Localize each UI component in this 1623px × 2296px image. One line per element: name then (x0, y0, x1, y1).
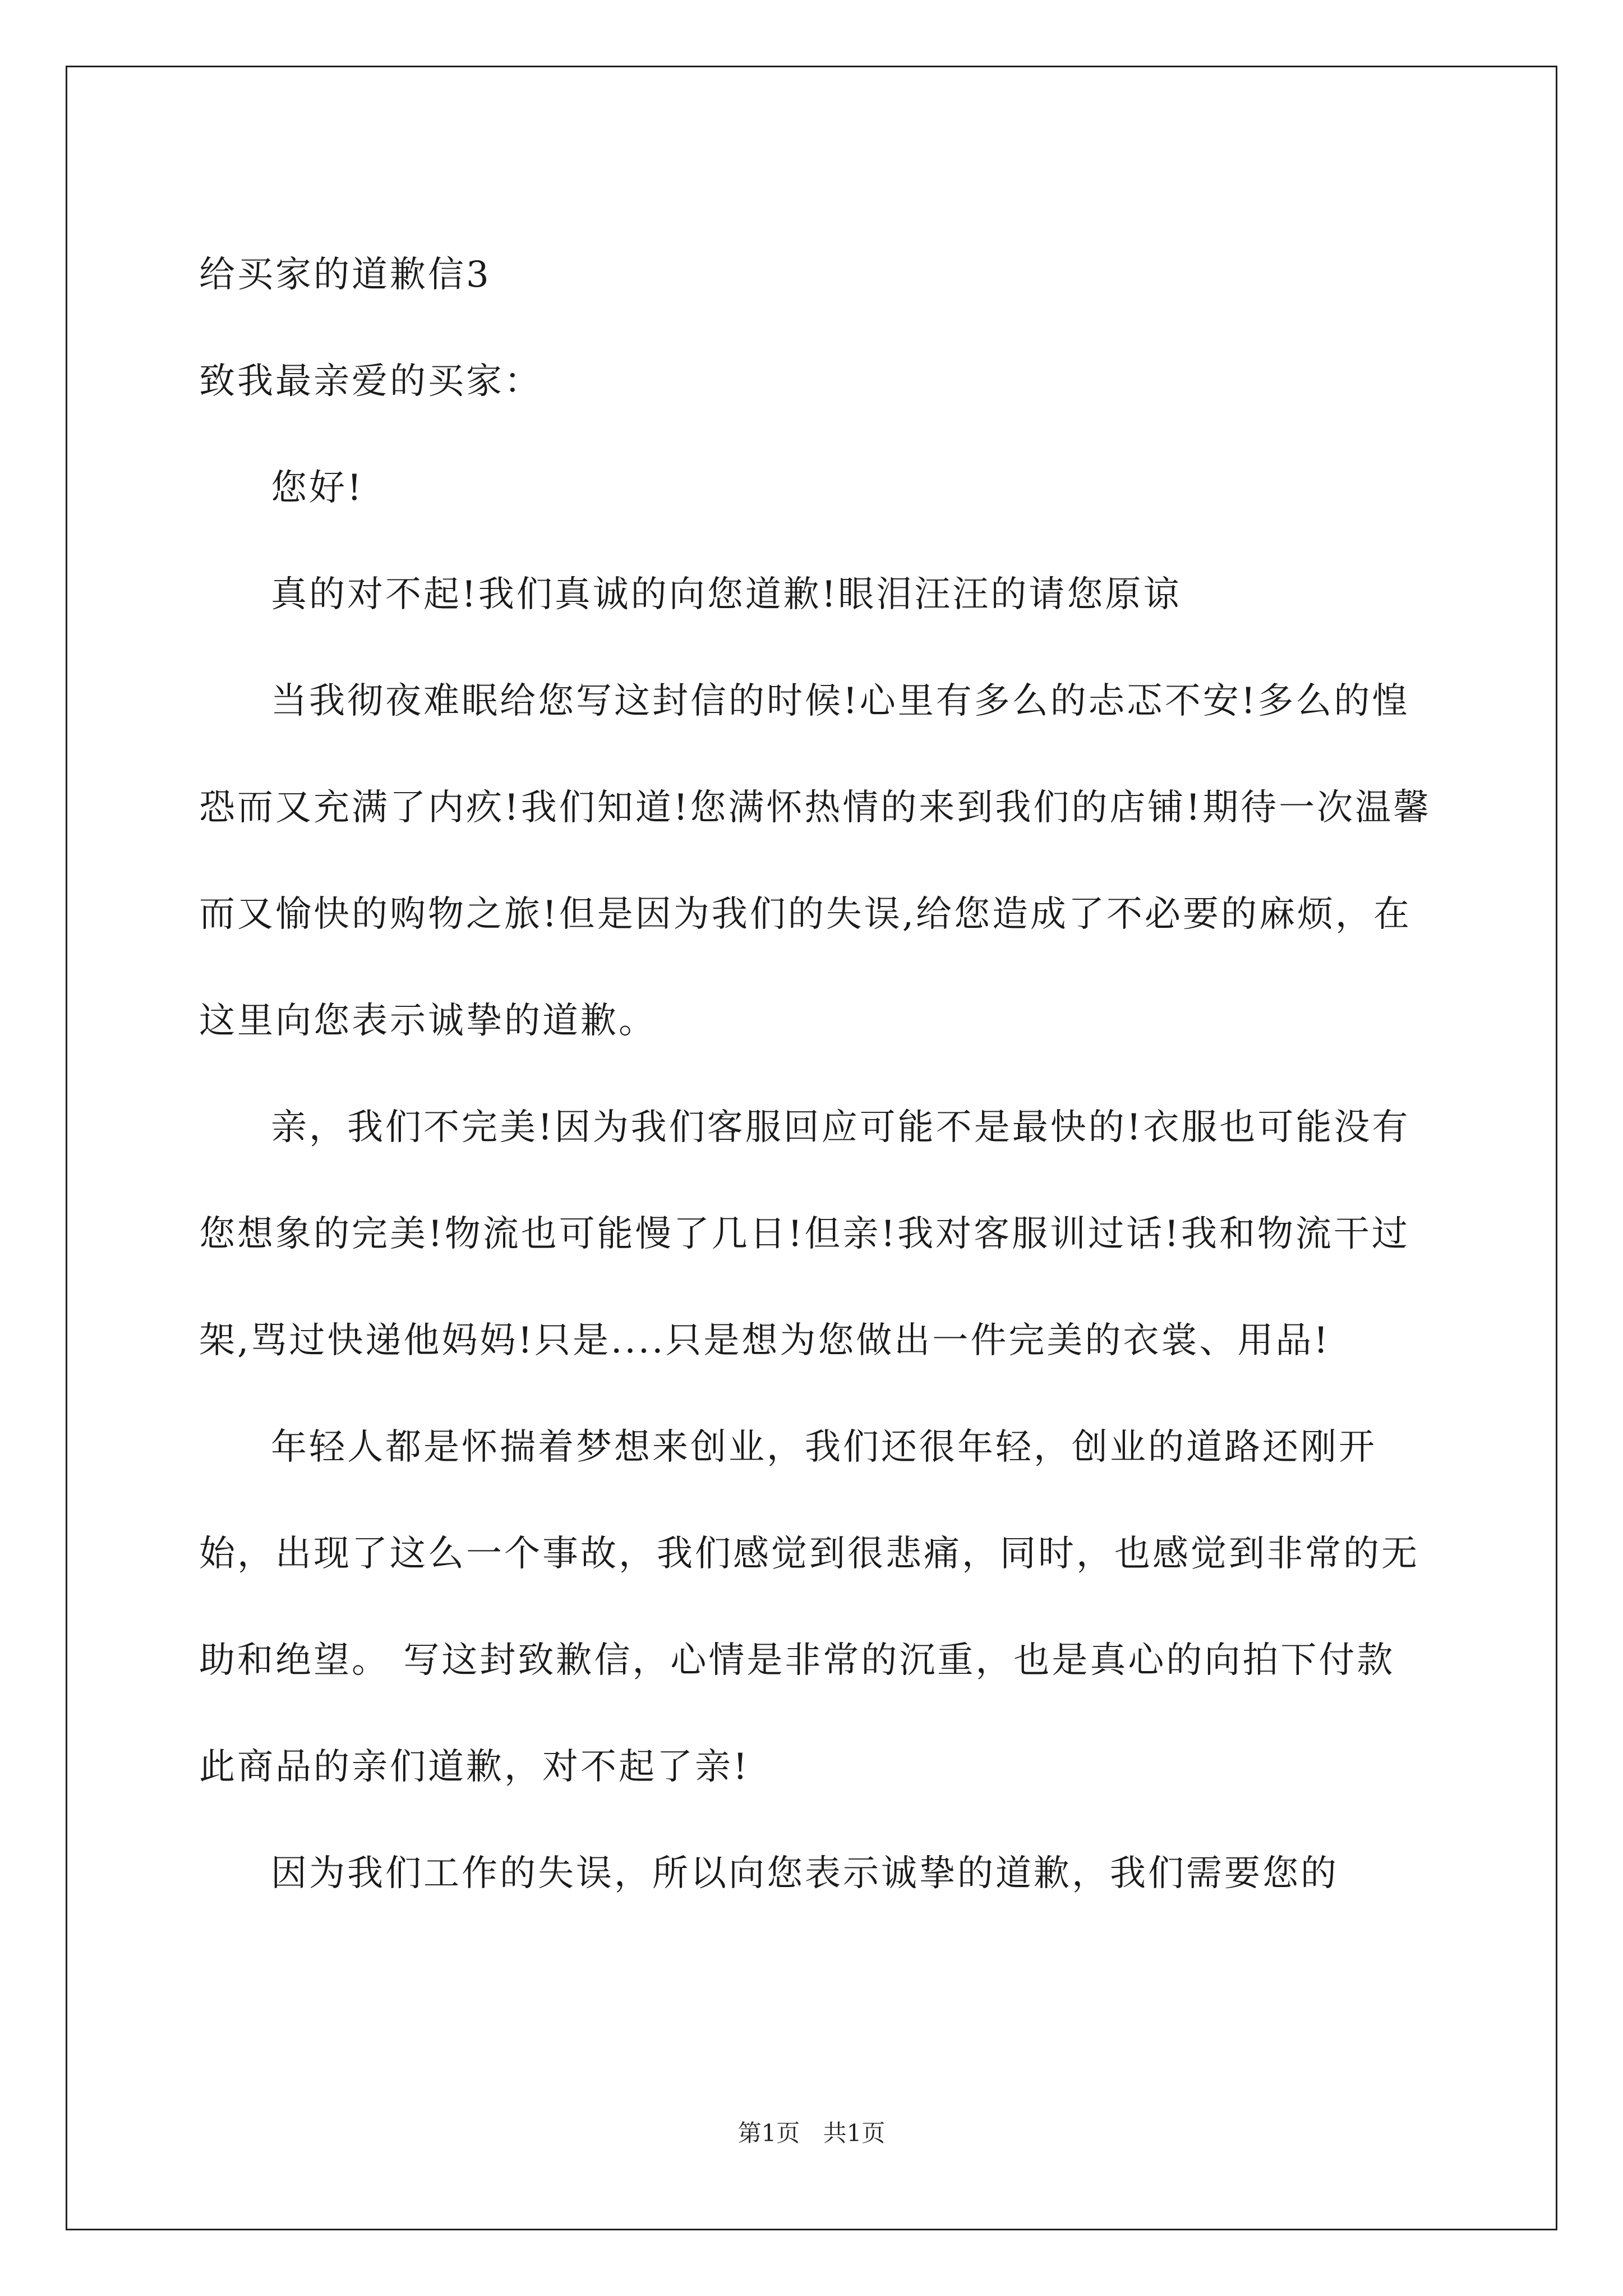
page-footer (0, 2115, 1623, 2148)
document-title: 给买家的道歉信3 (199, 254, 491, 296)
paragraph: 真的对不起!我们真诚的向您道歉!眼泪汪汪的请您原谅 (271, 574, 1182, 615)
salutation: 致我最亲爱的买家： (199, 361, 542, 402)
paragraph: 亲，我们不完美!因为我们客服回应可能不是最快的!衣服也可能没有您想象的完美!物流也可能慢了几日!但亲!我对客服训过话!我和物流干过架,骂过快递他妈妈!只是....只是想为您做出一件完美的衣裳、用品! (199, 1107, 1410, 1361)
paragraph: 当我彻夜难眠给您写这封信的时候!心里有多么的忐忑不安!多么的惶恐而又充满了内疚!我们知道!您满怀热情的来到我们的店铺!期待一次温馨而又愉快的购物之旅!但是因为我们的失误,给您造成了不必要的麻烦，在这里向您表示诚挚的道歉。 (199, 680, 1432, 1042)
page-number-current: 第1页 (737, 2119, 800, 2147)
paragraph: 年轻人都是怀揣着梦想来创业，我们还很年轻，创业的道路还刚开始，出现了这么一个事故，我们感觉到很悲痛，同时，也感觉到非常的无助和绝望。 写这封致歉信，心情是非常的沉重，也是真心的向拍下付款此商品的亲们道歉，对不起了亲! (199, 1427, 1419, 1788)
paragraph: 因为我们工作的失误，所以向您表示诚挚的道歉，我们需要您的 (271, 1853, 1339, 1894)
document-body (199, 222, 1433, 1927)
page-number-total: 共1页 (823, 2119, 886, 2147)
greeting: 您好! (271, 467, 364, 509)
